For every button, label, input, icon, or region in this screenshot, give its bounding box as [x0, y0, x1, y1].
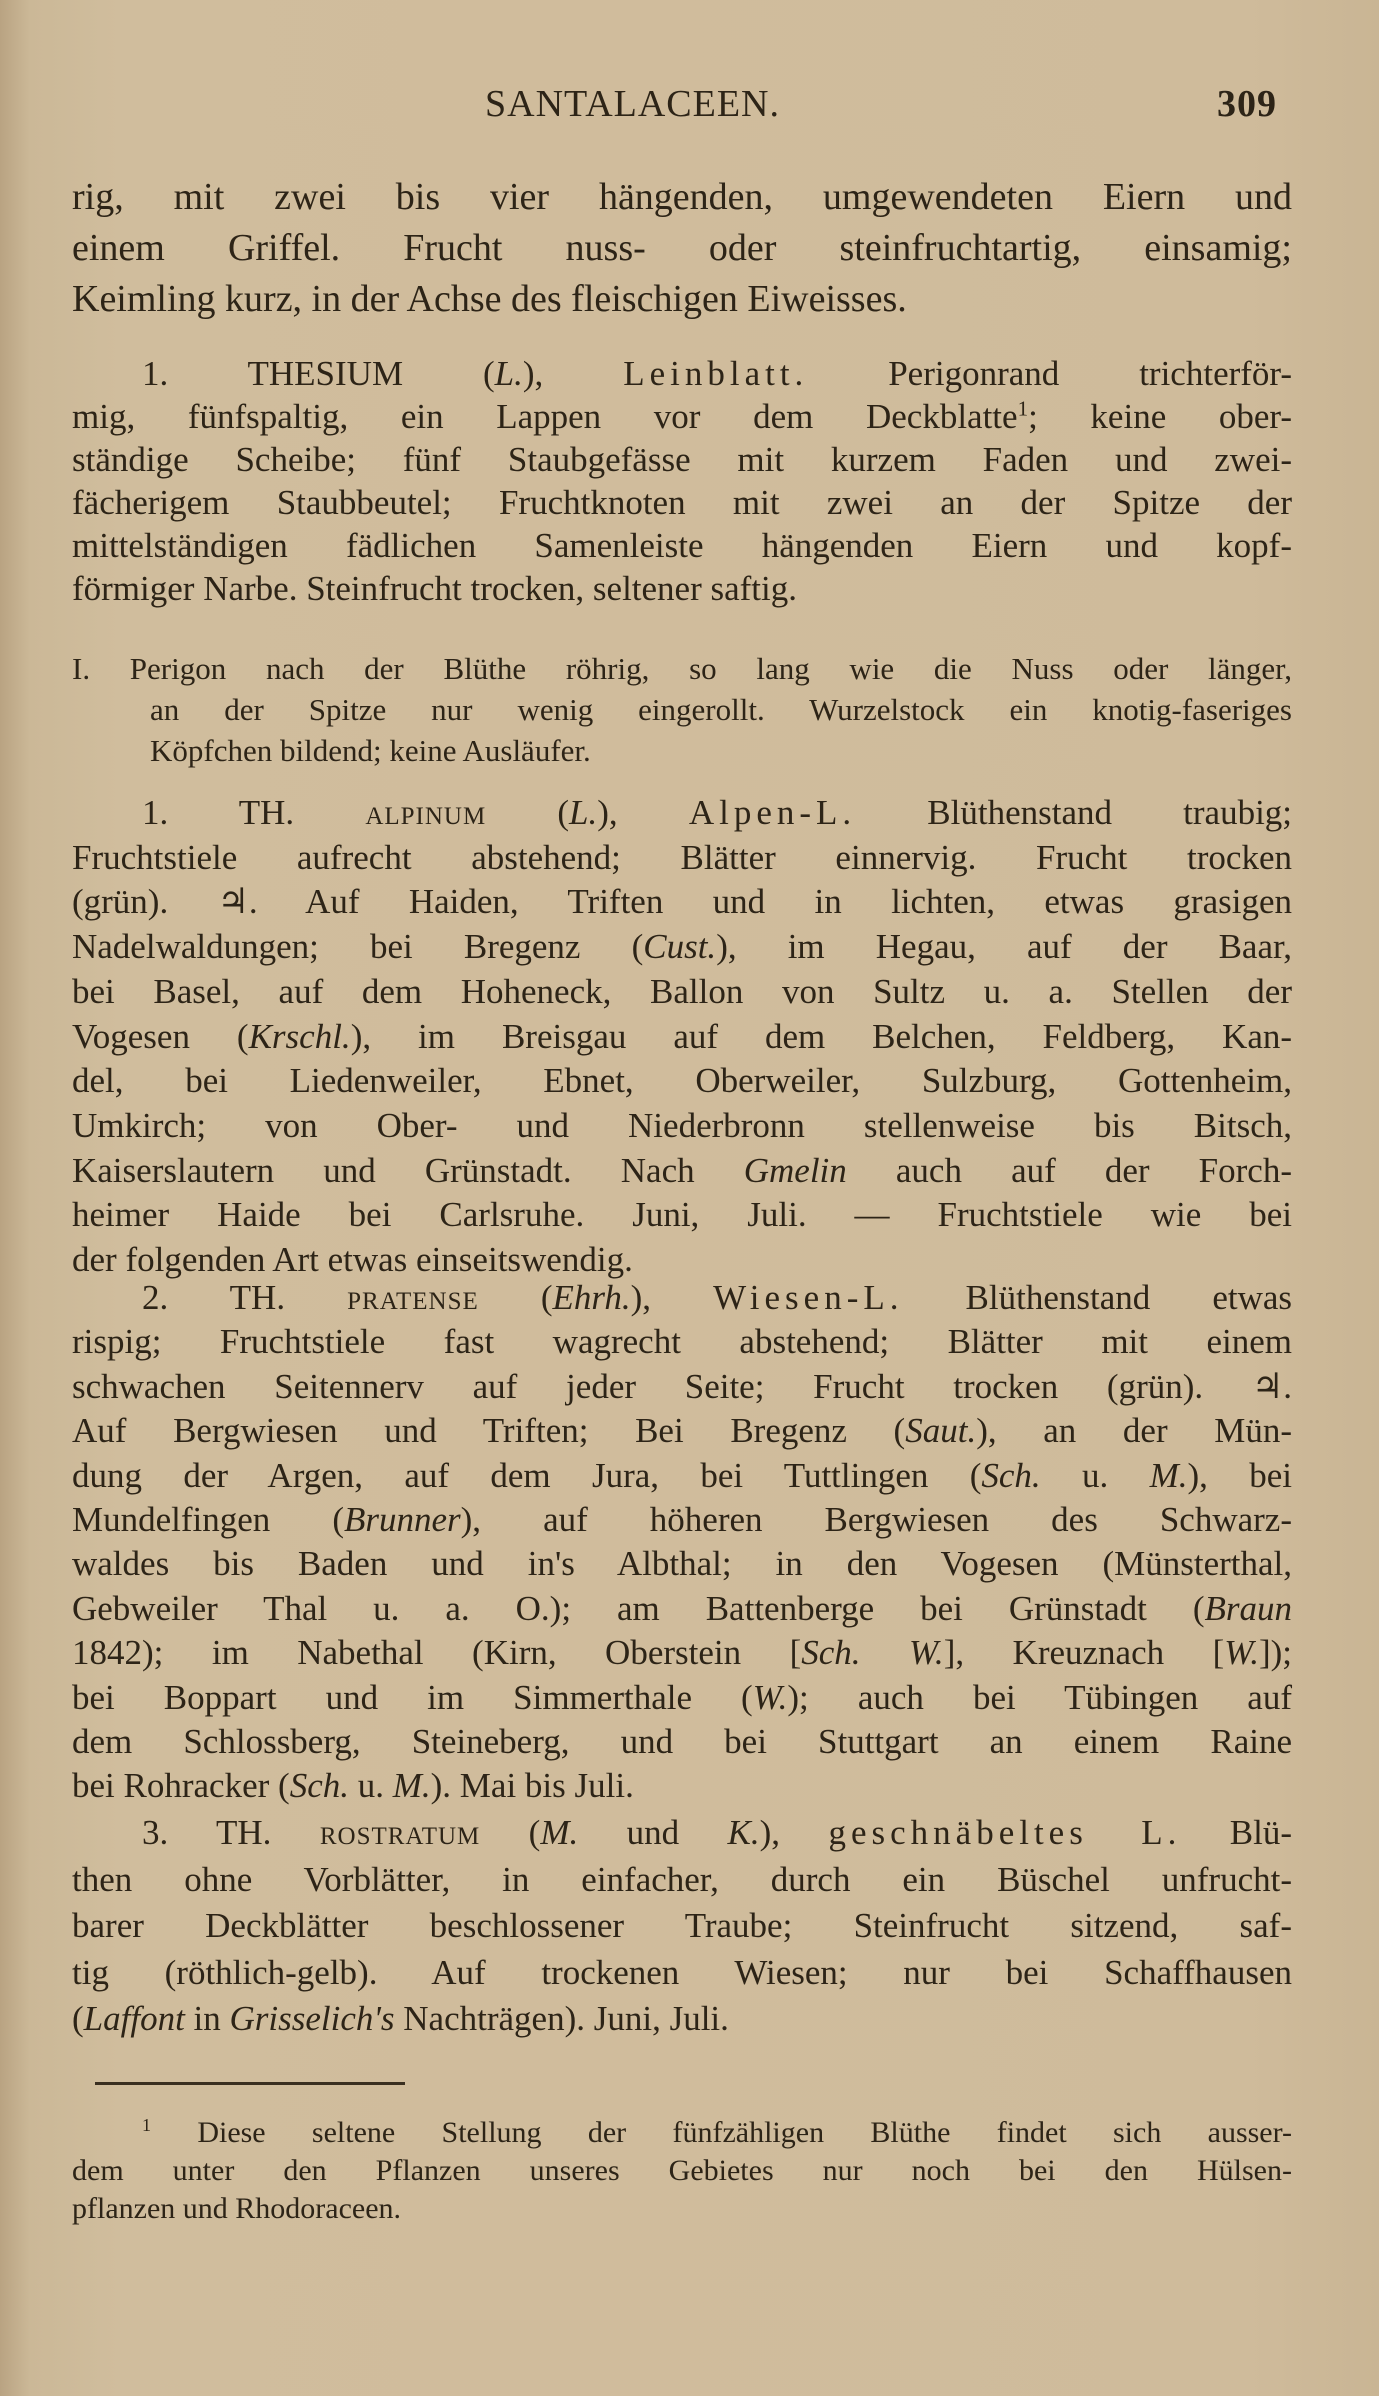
text-run: schwachen Seitennerv auf jeder Seite; Frucht trocken (grün). ♃. — [72, 1366, 1292, 1406]
text-run: ( — [72, 1999, 84, 2038]
italic-text: W. — [1224, 1633, 1259, 1673]
italic-text: Gmelin — [743, 1150, 847, 1190]
text-line — [72, 1454, 1292, 1498]
text-run: Kaiserslautern und Grünstadt. Nach — [72, 1150, 744, 1190]
text-run: mig, fünfspaltig, ein Lappen vor dem Deckblatte — [72, 397, 1018, 436]
italic-text: M. — [540, 1813, 579, 1852]
text-run: rig, mit zwei bis vier hängenden, umgewendeten Eiern und — [72, 176, 1292, 218]
italic-text: Grisselich's — [229, 1999, 395, 2038]
text-run: ( — [486, 793, 570, 832]
text-run: in — [184, 1999, 230, 2038]
text-run: förmiger Narbe. Steinfrucht trocken, seltener saftig. — [72, 569, 798, 608]
text-line — [72, 524, 1292, 567]
text-run: dem unter den Pflanzen unseres Gebietes nur noch bei den Hülsen- — [72, 2154, 1292, 2187]
text-run: Nachträgen). Juni, Juli. — [394, 1999, 729, 2038]
common-name: Alpen-L. — [688, 793, 857, 832]
common-name: Leinblatt. — [623, 354, 809, 393]
text-run: Perigonrand trichterför- — [808, 354, 1293, 393]
text-run: ), im Hegau, auf der Baar, — [716, 927, 1293, 967]
text-run: bei Boppart und im Simmerthale ( — [72, 1677, 753, 1717]
text-run: heimer Haide bei Carlsruhe. Juni, Juli. — Fruchtstiele wie bei — [72, 1195, 1292, 1235]
italic-text: M. — [392, 1766, 431, 1806]
text-run: Nadelwaldungen; bei Bregenz ( — [72, 927, 644, 967]
italic-text: Braun — [1204, 1588, 1292, 1628]
text-line — [72, 395, 1292, 438]
text-run: ( — [480, 1813, 541, 1852]
text-run: ), — [630, 1278, 714, 1317]
text-line — [72, 1320, 1292, 1364]
text-line — [72, 1950, 1292, 1997]
text-run: fächerigem Staubbeutel; Fruchtknoten mit zwei an der Spitze der — [72, 483, 1292, 522]
text-run: ), — [597, 793, 689, 832]
text-run: einem Griffel. Frucht nuss- oder steinfruchtartig, einsamig; — [72, 227, 1292, 269]
text-run: auch auf der Forch- — [846, 1150, 1292, 1190]
text-line — [72, 1996, 1292, 2043]
text-line — [72, 730, 1292, 771]
text-run: ), im Breisgau auf dem Belchen, Feldberg, Kan- — [350, 1016, 1293, 1056]
text-line — [72, 1542, 1292, 1586]
text-run: Keimling kurz, in der Achse des fleischigen Eiweisses. — [72, 278, 907, 320]
text-line — [72, 1409, 1292, 1453]
text-run: und — [578, 1813, 728, 1852]
text-line — [72, 1810, 1292, 1857]
text-run: ), auf höheren Bergwiesen des Schwarz- — [460, 1500, 1292, 1540]
species-pratense-entry — [72, 1276, 1292, 1809]
italic-text: Cust. — [643, 927, 717, 967]
text-line — [72, 1587, 1292, 1631]
text-run: an der Spitze nur wenig eingerollt. Wurzelstock ein knotig-faseriges — [150, 692, 1292, 727]
text-run: Fruchtstiele aufrecht abstehend; Blätter einnervig. Frucht trocken — [72, 837, 1292, 877]
text-run: ( — [478, 1278, 553, 1317]
text-run: tig (röthlich-gelb). Auf trockenen Wiesen; nur bei Schaffhausen — [72, 1952, 1292, 1992]
text-run: u. — [348, 1766, 393, 1806]
text-line — [72, 172, 1292, 223]
text-run: 2. TH. — [142, 1278, 348, 1317]
text-line — [72, 438, 1292, 481]
text-line — [72, 274, 1292, 325]
text-line — [72, 1676, 1292, 1720]
common-name: geschnäbeltes L. — [828, 1813, 1182, 1852]
text-line — [72, 1857, 1292, 1904]
text-run: barer Deckblätter beschlossener Traube; Steinfrucht sitzend, saf- — [72, 1906, 1292, 1945]
species-alpinum-entry — [72, 791, 1292, 1283]
text-line — [72, 836, 1292, 881]
italic-text: M. — [1149, 1455, 1188, 1495]
text-run: pflanzen und Rhodoraceen. — [72, 2192, 402, 2225]
text-run: Umkirch; von Ober- und Niederbronn stellenweise bis Bitsch, — [72, 1105, 1292, 1145]
text-run: ). Mai bis Juli. — [430, 1766, 634, 1806]
text-run: u. — [1040, 1455, 1150, 1495]
text-run: del, bei Liedenweiler, Ebnet, Oberweiler, Sulzburg, Gottenheim, — [72, 1061, 1292, 1101]
text-run: ), an der Mün- — [976, 1411, 1293, 1451]
text-run: Blüthenstand etwas — [903, 1278, 1293, 1317]
text-run: ), — [759, 1813, 829, 1852]
text-line — [72, 791, 1292, 836]
italic-text: Sch. W. — [801, 1633, 944, 1673]
footnote-divider — [95, 2082, 405, 2085]
text-run: Auf Bergwiesen und Triften; Bei Bregenz ( — [72, 1411, 906, 1451]
footnote — [72, 2114, 1292, 2228]
italic-text: L. — [569, 793, 598, 832]
italic-text: Sch. — [981, 1455, 1041, 1495]
text-line — [72, 1631, 1292, 1675]
text-run: 1. THESIUM ( — [142, 354, 495, 393]
text-line — [72, 1365, 1292, 1409]
text-run: I. Perigon nach der Blüthe röhrig, so lang wie die Nuss oder länger, — [72, 651, 1292, 686]
text-run: ]); — [1258, 1633, 1292, 1673]
text-line — [72, 880, 1292, 925]
text-line — [72, 1903, 1292, 1950]
text-run: Blü- — [1181, 1813, 1293, 1852]
text-line — [72, 223, 1292, 274]
italic-text: Sch. — [289, 1766, 349, 1806]
text-run: Vogesen ( — [72, 1016, 249, 1056]
text-run: ), bei — [1187, 1455, 1292, 1495]
text-run: ), — [522, 354, 624, 393]
text-line — [72, 2152, 1292, 2190]
text-line — [72, 2114, 1292, 2152]
italic-text: Brunner — [343, 1500, 461, 1540]
text-run: 3. TH. — [142, 1813, 320, 1852]
text-run: then ohne Vorblätter, in einfacher, durch ein Büschel unfrucht- — [72, 1859, 1292, 1899]
text-run: Diese seltene Stellung der fünfzähligen Blüthe findet sich ausser- — [151, 2116, 1292, 2149]
italic-text: W. — [752, 1677, 788, 1717]
italic-text: Ehrh. — [552, 1278, 631, 1317]
italic-text: L. — [494, 354, 523, 393]
text-line — [72, 1720, 1292, 1764]
text-run: rispig; Fruchtstiele fast wagrecht abstehend; Blätter mit einem — [72, 1322, 1292, 1362]
page-number: 309 — [1217, 83, 1277, 125]
text-run: 1. TH. — [142, 793, 366, 832]
text-line — [72, 1059, 1292, 1104]
text-run: Mundelfingen ( — [72, 1500, 344, 1540]
italic-text: Laffont — [83, 1999, 185, 2038]
text-run: dung der Argen, auf dem Jura, bei Tuttlingen ( — [72, 1455, 982, 1495]
text-line — [72, 1104, 1292, 1149]
text-run: bei Basel, auf dem Hoheneck, Ballon von Sultz u. a. Stellen der — [72, 971, 1292, 1011]
genus-thesium-description — [72, 352, 1292, 610]
text-run: ], Kreuznach [ — [943, 1633, 1225, 1673]
text-line — [72, 2190, 1292, 2228]
species-epithet: alpinum — [365, 793, 487, 832]
section-i-key — [72, 648, 1292, 771]
text-run: Köpfchen bildend; keine Ausläufer. — [150, 733, 591, 768]
common-name: Wiesen-L. — [713, 1278, 904, 1317]
text-line — [72, 925, 1292, 970]
text-run: mittelständigen fädlichen Samenleiste hängenden Eiern und kopf- — [72, 526, 1292, 565]
text-line — [72, 1015, 1292, 1060]
text-line — [72, 481, 1292, 524]
species-epithet: pratense — [347, 1278, 479, 1317]
text-line — [72, 648, 1292, 689]
text-line — [72, 1498, 1292, 1542]
text-run: waldes bis Baden und in's Albthal; in den Vogesen (Münsterthal, — [72, 1544, 1292, 1584]
text-run: ständige Scheibe; fünf Staubgefässe mit kurzem Faden und zwei- — [72, 440, 1292, 479]
text-line — [72, 1149, 1292, 1194]
footnote-marker: 1 — [142, 2115, 151, 2135]
text-run: bei Rohracker ( — [72, 1766, 290, 1806]
text-line — [72, 352, 1292, 395]
text-run: dem Schlossberg, Steineberg, und bei Stuttgart an einem Raine — [72, 1722, 1292, 1762]
family-description-continuation — [72, 172, 1292, 325]
italic-text: Saut. — [905, 1411, 977, 1451]
species-epithet: rostratum — [319, 1813, 481, 1852]
species-rostratum-entry — [72, 1810, 1292, 2043]
text-line — [72, 567, 1292, 610]
text-run: ; keine ober- — [1028, 397, 1292, 436]
text-line — [72, 1276, 1292, 1320]
text-run: (grün). ♃. Auf Haiden, Triften und in lichten, etwas grasigen — [72, 882, 1292, 922]
text-run: der folgenden Art etwas einseitswendig. — [72, 1240, 633, 1280]
text-run: Gebweiler Thal u. a. O.); am Battenberge bei Grünstadt ( — [72, 1588, 1205, 1628]
text-line — [72, 689, 1292, 730]
text-run: 1842); im Nabethal (Kirn, Oberstein [ — [72, 1633, 802, 1673]
text-line — [72, 970, 1292, 1015]
running-header-title: SANTALACEEN. — [485, 83, 780, 125]
italic-text: Krschl. — [248, 1016, 351, 1056]
italic-text: K. — [727, 1813, 760, 1852]
text-line — [72, 1764, 1292, 1808]
text-run: ); auch bei Tübingen auf — [787, 1677, 1292, 1717]
text-run: Blüthenstand traubig; — [856, 793, 1293, 832]
footnote-marker: 1 — [1017, 396, 1029, 421]
text-line — [72, 1193, 1292, 1238]
